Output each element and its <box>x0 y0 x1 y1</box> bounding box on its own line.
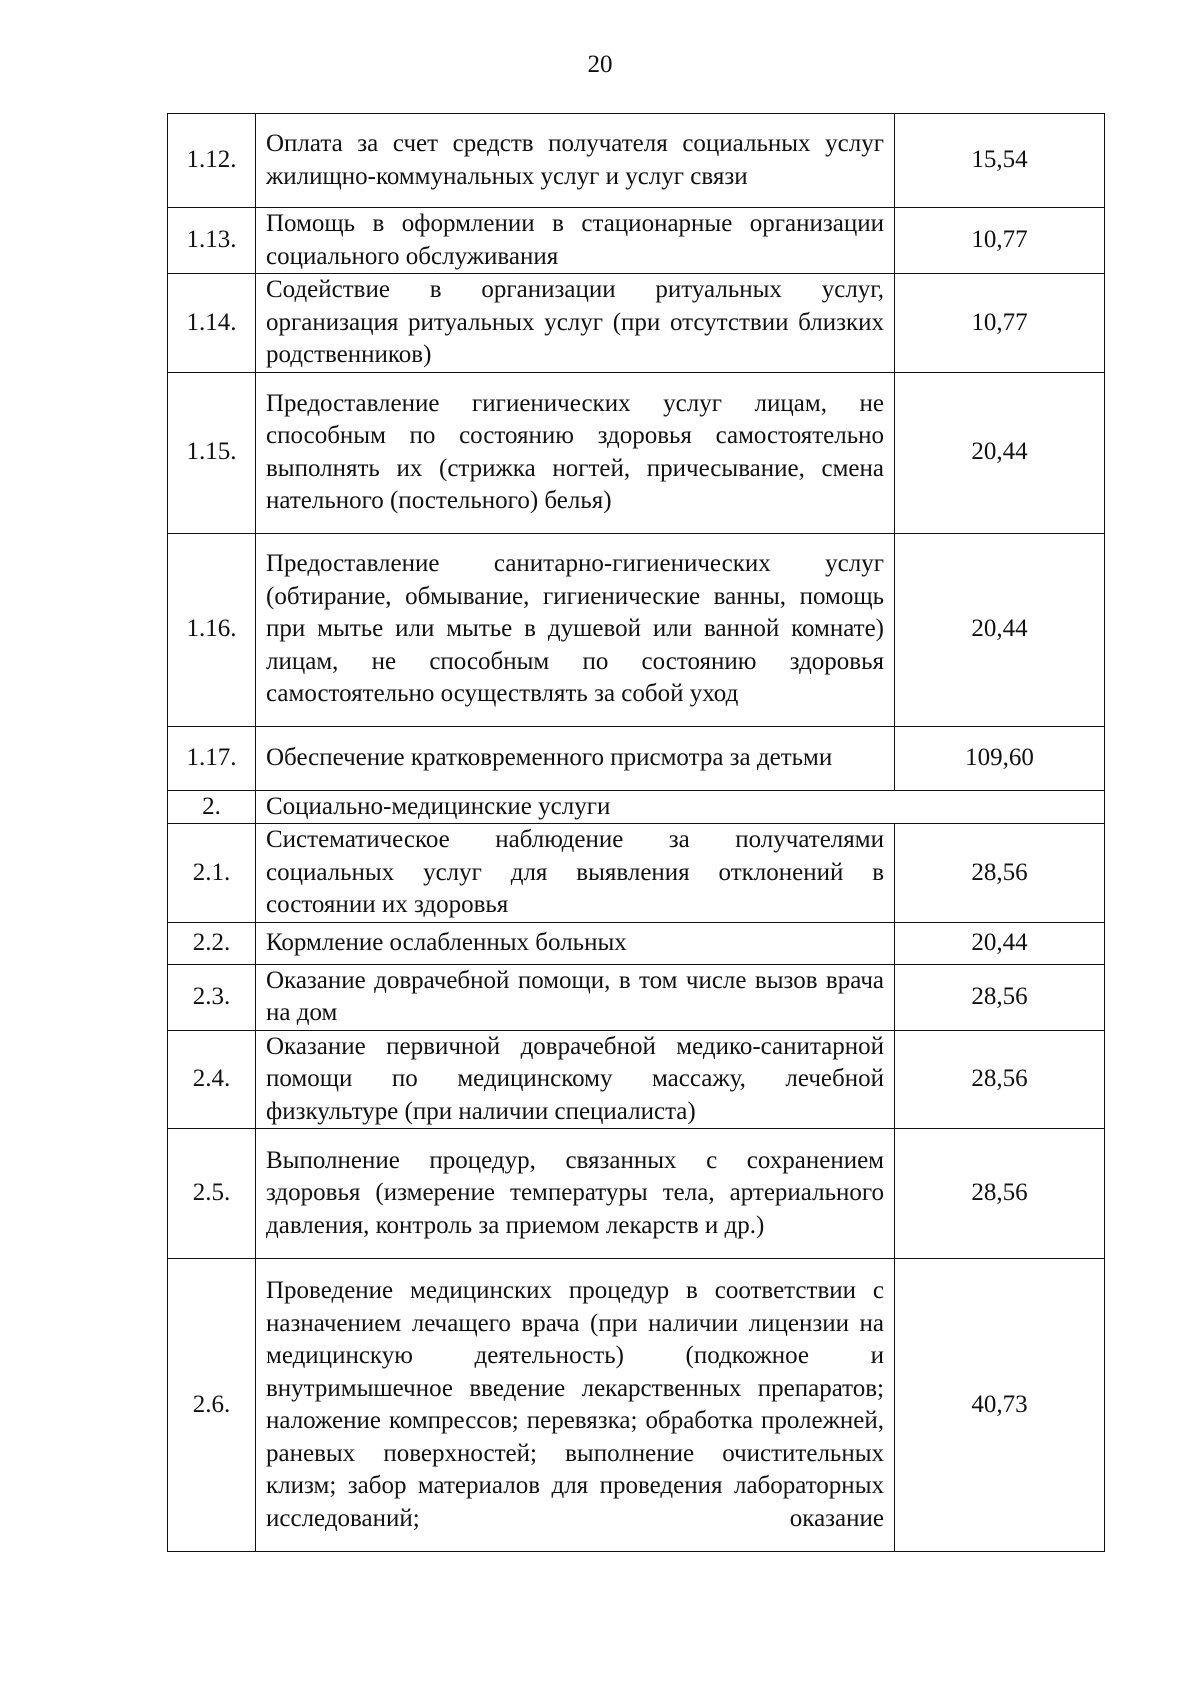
row-number: 1.15. <box>168 372 256 533</box>
service-price: 109,60 <box>895 726 1105 790</box>
row-number: 2.3. <box>168 964 256 1030</box>
table-row <box>168 726 1105 790</box>
service-description: Кормление ослабленных больных <box>256 922 895 964</box>
service-price: 10,77 <box>895 208 1105 274</box>
service-description: Содействие в организации ритуальных услуг, организация ритуальных услуг (при отсутствии близких родственников) <box>256 274 895 373</box>
row-number: 1.17. <box>168 726 256 790</box>
service-price: 20,44 <box>895 922 1105 964</box>
table-row <box>168 922 1105 964</box>
service-price: 10,77 <box>895 274 1105 373</box>
row-number: 1.12. <box>168 114 256 208</box>
service-description: Выполнение процедур, связанных с сохранением здоровья (измерение температуры тела, артериального давления, контроль за приемом лекарств и др.) <box>256 1129 895 1259</box>
row-number: 2.6. <box>168 1259 256 1552</box>
service-description: Систематическое наблюдение за получателями социальных услуг для выявления отклонений в состоянии их здоровья <box>256 824 895 923</box>
page-number: 20 <box>587 51 613 78</box>
row-number: 2.2. <box>168 922 256 964</box>
service-price: 28,56 <box>895 1030 1105 1129</box>
service-price: 28,56 <box>895 824 1105 923</box>
service-description: Предоставление санитарно-гигиенических услуг (обтирание, обмывание, гигиенические ванны, помощь при мытье или мытье в душевой или ванной комнате) лицам, не способным по состоянию здоровья самостоятельно осуществлять за собой уход <box>256 533 895 726</box>
service-description: Оплата за счет средств получателя социальных услуг жилищно-коммунальных услуг и услуг связи <box>256 114 895 208</box>
table-row <box>168 1259 1105 1552</box>
row-number: 1.14. <box>168 274 256 373</box>
table-row <box>168 964 1105 1030</box>
table-row <box>168 824 1105 923</box>
row-number: 2.1. <box>168 824 256 923</box>
service-description: Оказание первичной доврачебной медико-санитарной помощи по медицинскому массажу, лечебной физкультуре (при наличии специалиста) <box>256 1030 895 1129</box>
table-row <box>168 1030 1105 1129</box>
table-row <box>168 533 1105 726</box>
row-number: 2.5. <box>168 1129 256 1259</box>
service-description: Оказание доврачебной помощи, в том числе вызов врача на дом <box>256 964 895 1030</box>
service-description: Помощь в оформлении в стационарные организации социального обслуживания <box>256 208 895 274</box>
row-number: 2.4. <box>168 1030 256 1129</box>
row-number: 1.16. <box>168 533 256 726</box>
table-row <box>168 1129 1105 1259</box>
table-row <box>168 208 1105 274</box>
service-description: Обеспечение кратковременного присмотра за детьми <box>256 726 895 790</box>
service-price: 40,73 <box>895 1259 1105 1552</box>
service-description: Проведение медицинских процедур в соответствии с назначением лечащего врача (при наличии лицензии на медицинскую деятельность) (подкожное и внутримышечное введение лекарственных препаратов; наложение компрессов; перевязка; обработка пролежней, раневых поверхностей; выполнение очистительных клизм; забор материалов для проведения лабораторных исследований; оказание <box>256 1259 895 1552</box>
section-title: Социально-медицинские услуги <box>256 790 1105 824</box>
table-row <box>168 274 1105 373</box>
services-tariff-table <box>167 113 1105 1552</box>
service-description: Предоставление гигиенических услуг лицам, не способным по состоянию здоровья самостоятельно выполнять их (стрижка ногтей, причесывание, смена нательного (постельного) белья) <box>256 372 895 533</box>
table-row <box>168 114 1105 208</box>
service-price: 28,56 <box>895 1129 1105 1259</box>
service-price: 20,44 <box>895 533 1105 726</box>
service-price: 28,56 <box>895 964 1105 1030</box>
row-number: 1.13. <box>168 208 256 274</box>
section-number: 2. <box>168 790 256 824</box>
section-header-row <box>168 790 1105 824</box>
service-price: 15,54 <box>895 114 1105 208</box>
table-row <box>168 372 1105 533</box>
service-price: 20,44 <box>895 372 1105 533</box>
